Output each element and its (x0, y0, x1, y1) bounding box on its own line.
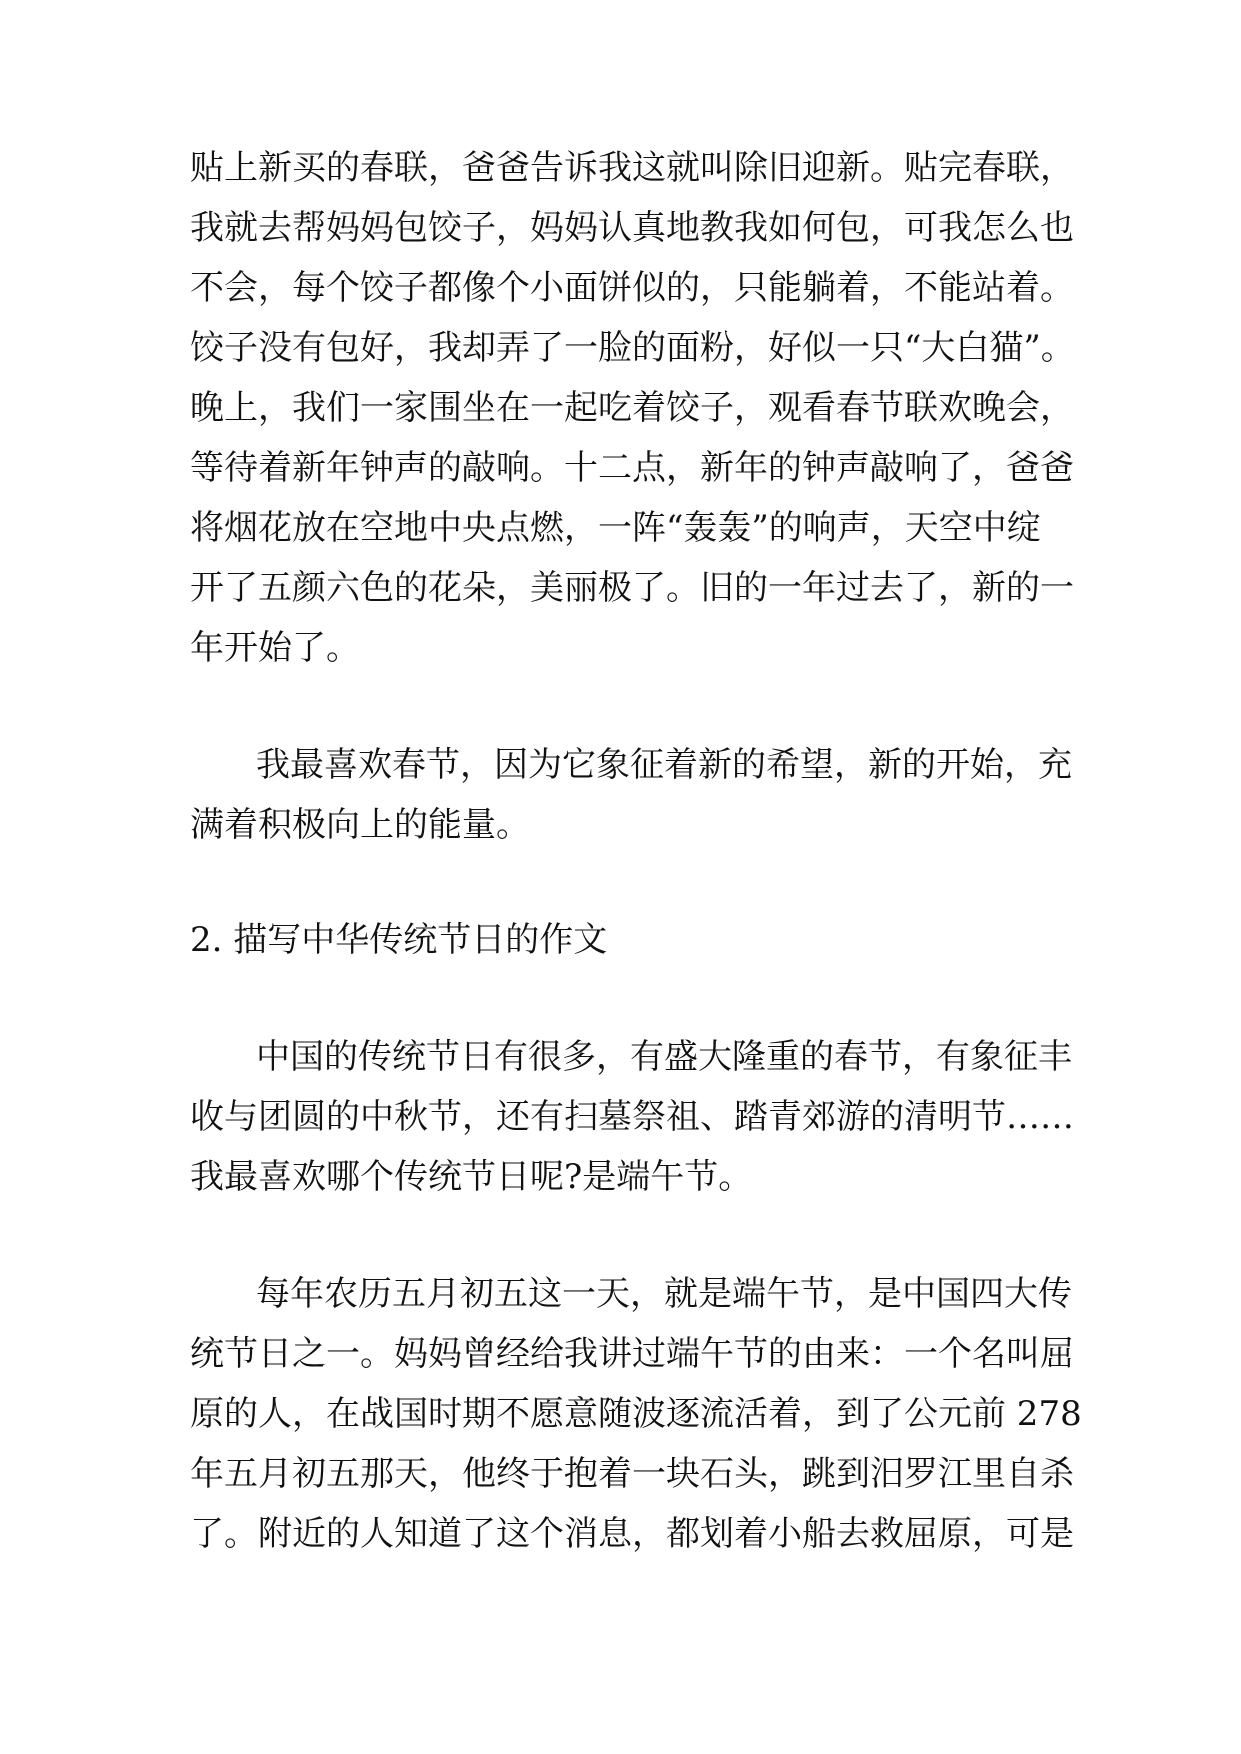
text-line: 我最喜欢哪个传统节日呢?是端午节。 (190, 1157, 753, 1197)
text-line: 我就去帮妈妈包饺子，妈妈认真地教我如何包，可我怎么也 (190, 208, 1074, 248)
text-line: 贴上新买的春联，爸爸告诉我这就叫除旧迎新。贴完春联， (190, 148, 1074, 188)
text-line: 满着积极向上的能量。 (190, 805, 530, 845)
section-heading: 2. 描写中华传统节日的作文 (190, 920, 608, 960)
text-line: 不会，每个饺子都像个小面饼似的，只能躺着，不能站着。 (190, 268, 1074, 308)
text-line: 晚上，我们一家围坐在一起吃着饺子，观看春节联欢晚会， (190, 388, 1074, 428)
text-line: 原的人，在战国时期不愿意随波逐流活着，到了公元前 278 (190, 1394, 1082, 1434)
text-line: 饺子没有包好，我却弄了一脸的面粉，好似一只“大白猫”。 (190, 328, 1075, 368)
text-line: 每年农历五月初五这一天，就是端午节，是中国四大传 (256, 1274, 1072, 1314)
text-line: 开了五颜六色的花朵，美丽极了。旧的一年过去了，新的一 (190, 568, 1074, 608)
text-line: 中国的传统节日有很多，有盛大隆重的春节，有象征丰 (256, 1037, 1072, 1077)
text-line: 收与团圆的中秋节，还有扫墓祭祖、踏青郊游的清明节…… (190, 1097, 1074, 1137)
text-line: 我最喜欢春节，因为它象征着新的希望，新的开始，充 (256, 745, 1072, 785)
text-line: 了。附近的人知道了这个消息，都划着小船去救屈原，可是 (190, 1514, 1074, 1554)
text-line: 年开始了。 (190, 628, 360, 668)
text-line: 等待着新年钟声的敲响。十二点，新年的钟声敲响了，爸爸 (190, 448, 1074, 488)
text-line: 统节日之一。妈妈曾经给我讲过端午节的由来：一个名叫屈 (190, 1334, 1074, 1374)
text-line: 将烟花放在空地中央点燃，一阵“轰轰”的响声，天空中绽 (190, 508, 1041, 548)
text-line: 年五月初五那天，他终于抱着一块石头，跳到汨罗江里自杀 (190, 1454, 1074, 1494)
